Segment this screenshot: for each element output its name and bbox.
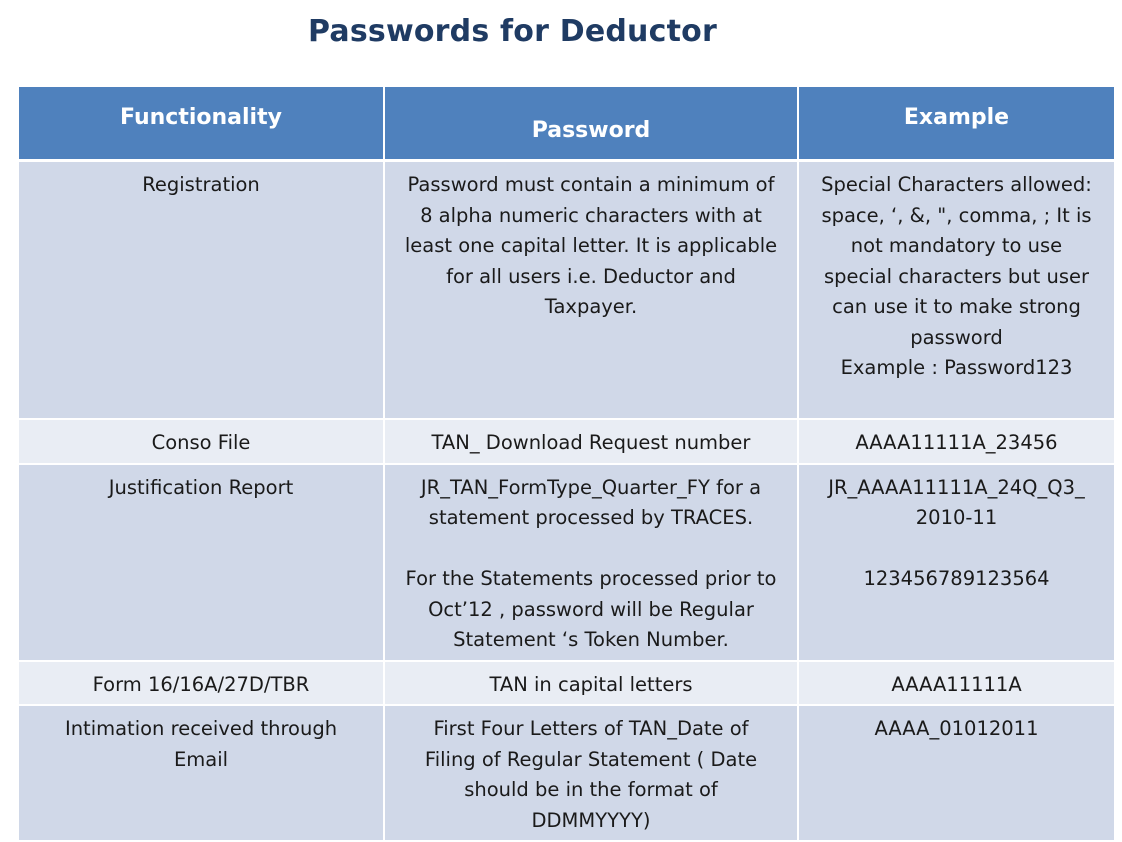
cell-line: AAAA11111A [891, 672, 1022, 696]
example-cell [798, 419, 1114, 464]
table-row [19, 661, 1114, 706]
table-row [19, 419, 1114, 464]
table-row [19, 464, 1114, 661]
header-functionality: Functionality [19, 87, 384, 161]
cell-line: can use it to make strong [832, 295, 1081, 318]
example-cell [798, 161, 1114, 420]
cell-line: Taxpayer. [544, 295, 638, 318]
cell-line: JR_TAN_FormType_Quarter_FY for a [420, 475, 762, 499]
table-header-row [19, 87, 1114, 161]
cell-line: should be in the format of [464, 778, 718, 801]
password-cell [384, 705, 798, 841]
cell-line: not mandatory to use [850, 234, 1063, 257]
passwords-table [19, 87, 1114, 842]
cell-line: 8 alpha numeric characters with at [420, 203, 762, 227]
cell-line: AAAA11111A_23456 [855, 431, 1058, 454]
header-example: Example [798, 87, 1114, 161]
cell-line: Email [173, 747, 229, 771]
cell-spacer [807, 534, 1106, 565]
password-cell [384, 419, 798, 464]
cell-line: Justification Report [108, 475, 294, 499]
cell-line: space, ‘, &, ", comma, ; It is [821, 203, 1092, 227]
cell-line: password [910, 325, 1003, 349]
example-cell [798, 705, 1114, 841]
cell-line: least one capital letter. It is applicable [404, 234, 778, 257]
cell-line: statement processed by TRACES. [428, 506, 754, 529]
cell-line: DDMMYYYY) [531, 808, 651, 832]
cell-line: 123456789123564 [863, 567, 1050, 590]
cell-line: JR_AAAA11111A_24Q_Q3_ [828, 475, 1085, 499]
cell-line: Example : Password123 [840, 356, 1073, 379]
table-row [19, 705, 1114, 841]
functionality-cell [19, 161, 384, 420]
cell-line: 2010-11 [915, 506, 998, 529]
header-password: Password [384, 87, 798, 161]
cell-line: Intimation received through [64, 717, 338, 740]
cell-line: Conso File [151, 431, 251, 454]
cell-spacer [393, 534, 789, 565]
password-cell [384, 464, 798, 661]
cell-line: AAAA_01012011 [874, 717, 1039, 740]
cell-line: First Four Letters of TAN_Date of [433, 717, 749, 740]
cell-line: Registration [142, 173, 260, 196]
cell-line: Statement ‘s Token Number. [453, 628, 729, 651]
example-cell [798, 464, 1114, 661]
cell-line: For the Statements processed prior to [405, 567, 777, 590]
password-cell [384, 161, 798, 420]
table-row [19, 161, 1114, 420]
example-cell [798, 661, 1114, 706]
password-cell [384, 661, 798, 706]
cell-line: TAN_ Download Request number [431, 431, 751, 454]
cell-line: Special Characters allowed: [821, 173, 1092, 196]
cell-line: Password must contain a minimum of [407, 173, 775, 196]
cell-line: TAN in capital letters [489, 672, 693, 696]
cell-line: special characters but user [823, 264, 1090, 288]
functionality-cell [19, 419, 384, 464]
cell-line: Form 16/16A/27D/TBR [92, 672, 310, 696]
functionality-cell [19, 705, 384, 841]
functionality-cell [19, 661, 384, 706]
cell-line: Oct’12 , password will be Regular [428, 597, 754, 621]
cell-line: for all users i.e. Deductor and [446, 264, 736, 288]
functionality-cell [19, 464, 384, 661]
page-title: Passwords for Deductor [308, 14, 717, 49]
cell-line: Filing of Regular Statement ( Date [424, 747, 758, 771]
